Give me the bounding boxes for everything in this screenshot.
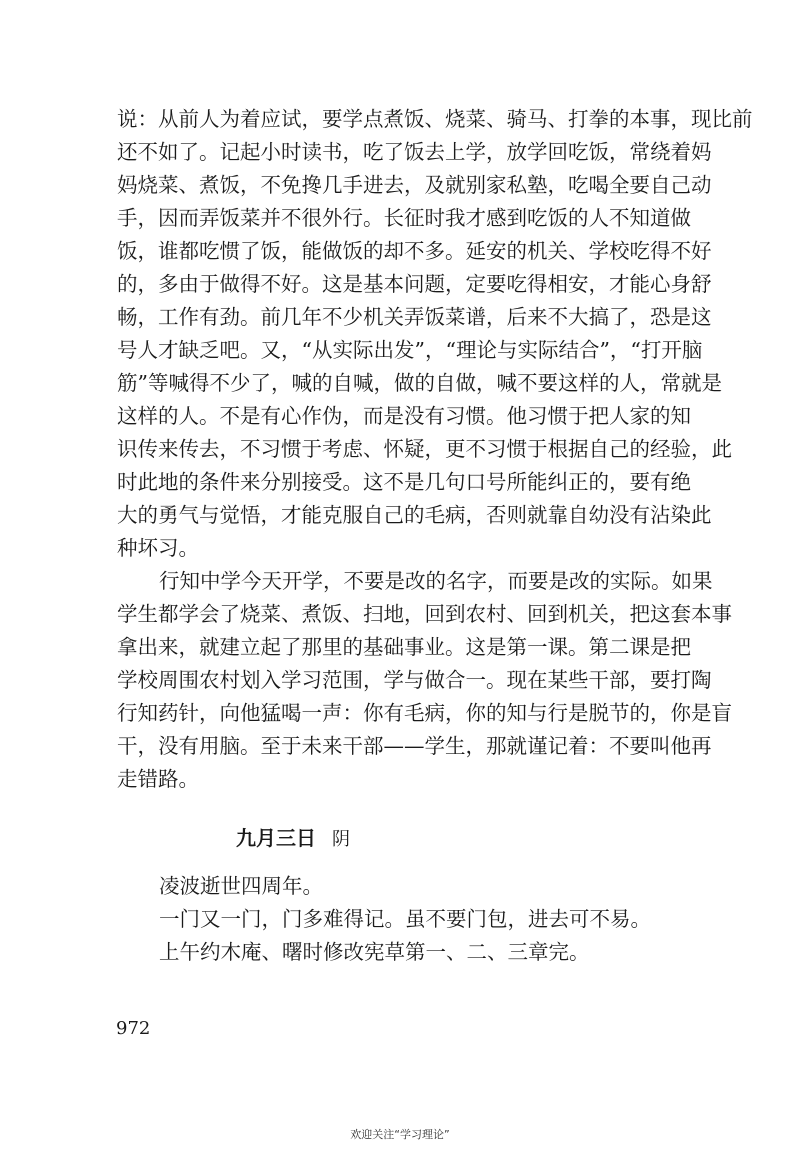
text-line: 说：从前人为着应试，要学点煮饭、烧菜、骑马、打拳的本事，现比前 (117, 107, 753, 131)
text-line: 大的勇气与觉悟，才能克服自己的毛病，否则就靠自幼没有沾染此 (117, 503, 712, 527)
text-line: 学校周围农村划入学习范围，学与做合一。现在某些干部，要打陶 (117, 668, 712, 692)
text-line: 饭，谁都吃惯了饭，能做饭的却不多。延安的机关、学校吃得不好 (117, 239, 712, 263)
text-line: 筋”等喊得不少了，喊的自喊，做的自做，喊不要这样的人，常就是 (117, 371, 722, 395)
text-line: 识传来传去，不习惯于考虑、怀疑，更不习惯于根据自己的经验，此 (117, 437, 732, 461)
entry-weather: 阴 (332, 829, 350, 850)
body-text (117, 103, 753, 796)
text-line: 行知药针，向他猛喝一声：你有毛病，你的知与行是脱节的，你是盲 (117, 701, 732, 725)
paragraph-1 (117, 103, 753, 565)
entry-date: 九月三日 (236, 826, 316, 850)
text-line: 拿出来，就建立起了那里的基础事业。这是第一课。第二课是把 (117, 635, 691, 659)
text-line: 走错路。 (117, 767, 199, 791)
text-line: 干，没有用脑。至于未来干部——学生，那就谨记着：不要叫他再 (117, 734, 712, 758)
footer-watermark: 欢迎关注“学习理论” (350, 1128, 450, 1141)
entry-line: 上午约木庵、曙时修改宪草第一、二、三章完。 (159, 940, 590, 964)
diary-entry-heading (236, 822, 350, 856)
text-line: 的，多由于做得不好。这是基本问题，定要吃得相安，才能心身舒 (117, 272, 712, 296)
text-line: 号人才缺乏吧。又，“从实际出发”，“理论与实际结合”，“打开脑 (117, 338, 703, 362)
text-line: 时此地的条件来分别接受。这不是几句口号所能纠正的，要有绝 (117, 470, 691, 494)
text-line: 还不如了。记起小时读书，吃了饭去上学，放学回吃饭，常绕着妈 (117, 140, 712, 164)
entry-line: 凌波逝世四周年。 (159, 874, 323, 898)
entry-line: 一门又一门，门多难得记。虽不要门包，进去可不易。 (159, 907, 651, 931)
paragraph-2 (117, 565, 732, 796)
page-number: 972 (116, 1018, 151, 1039)
diary-entry-body (159, 870, 651, 969)
text-line: 行知中学今天开学，不要是改的名字，而要是改的实际。如果 (159, 569, 713, 593)
text-line: 畅，工作有劲。前几年不少机关弄饭菜谱，后来不大搞了，恐是这 (117, 305, 712, 329)
text-line: 手，因而弄饭菜并不很外行。长征时我才感到吃饭的人不知道做 (117, 206, 691, 230)
text-line: 妈烧菜、煮饭，不免搀几手进去，及就别家私塾，吃喝全要自己动 (117, 173, 712, 197)
text-line: 学生都学会了烧菜、煮饭、扫地，回到农村、回到机关，把这套本事 (117, 602, 732, 626)
text-line: 这样的人。不是有心作伪，而是没有习惯。他习惯于把人家的知 (117, 404, 691, 428)
text-line: 种坏习。 (117, 536, 199, 560)
